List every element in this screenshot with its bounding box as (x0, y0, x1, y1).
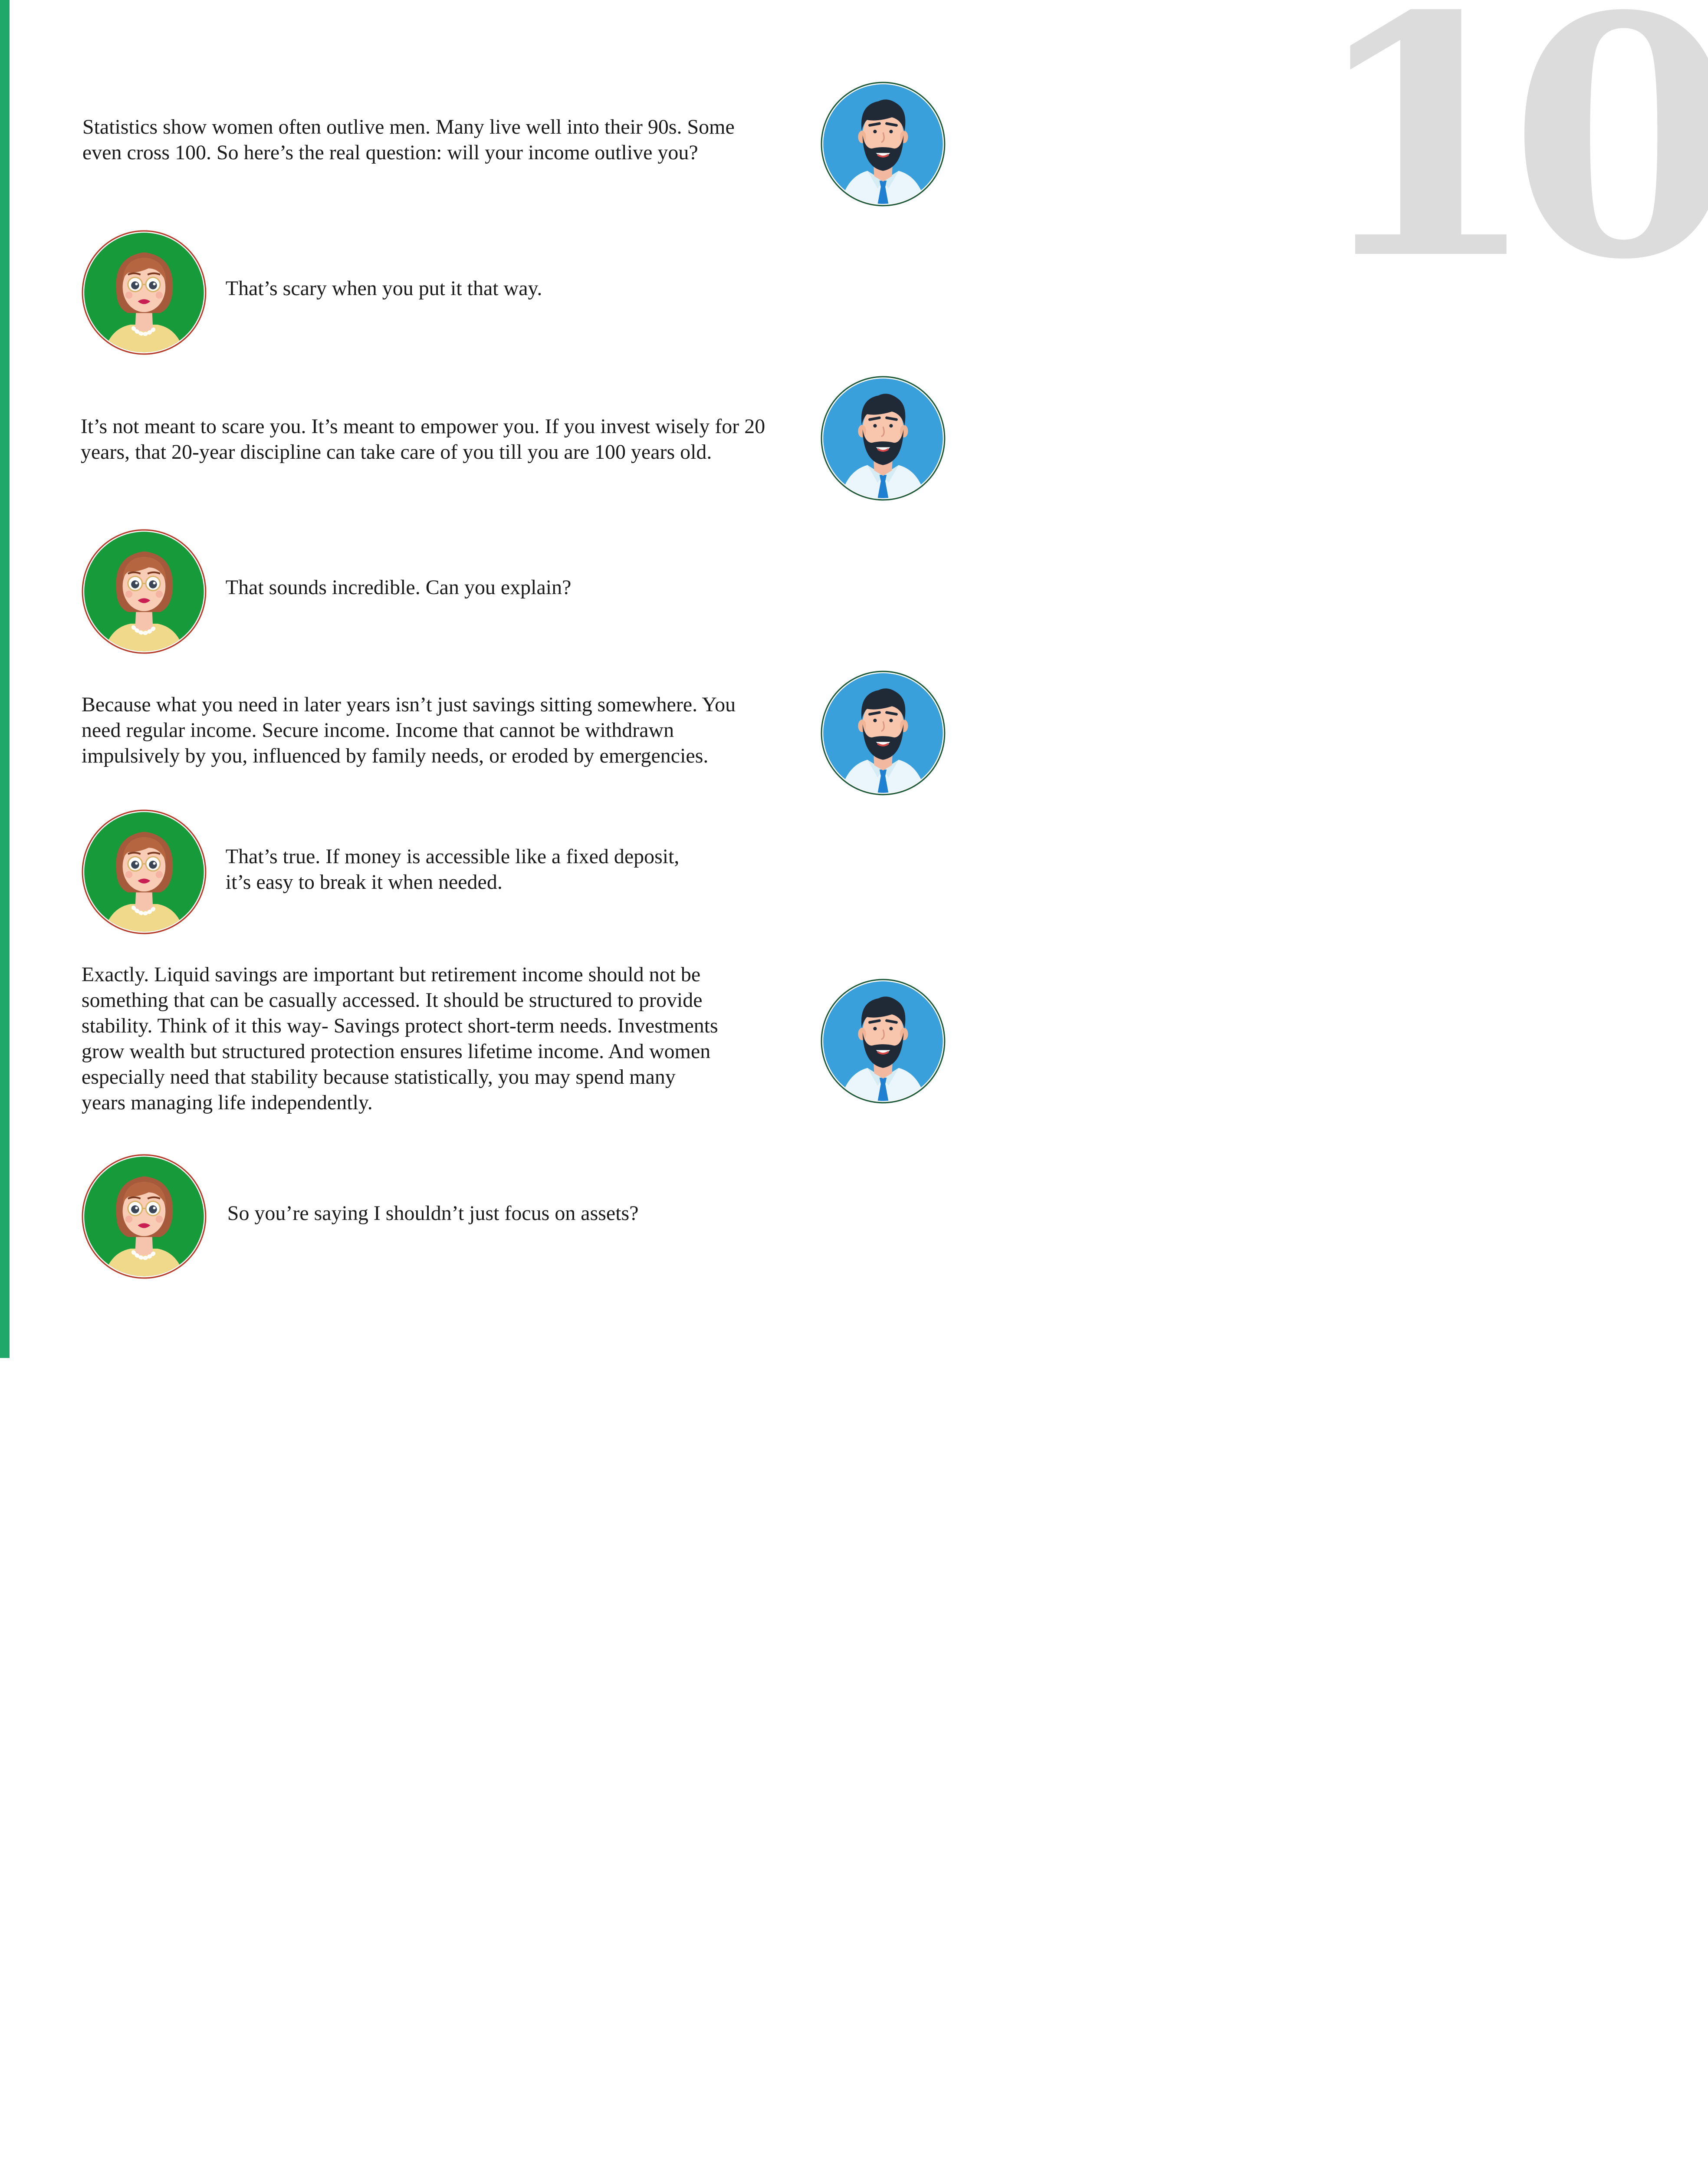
man-advisor-avatar-icon (821, 82, 946, 207)
advisor-message: Because what you need in later years isn’t just savings sitting somewhere. You need regular income. Secure income. Income that cannot be withdrawn impulsively by you, influenced by family needs, or eroded by emergencies. (81, 693, 736, 768)
man-advisor-avatar-icon (821, 979, 946, 1104)
advisor-message: Statistics show women often outlive men. Many live well into their 90s. Some even cross 100. So here’s the real question: will your income outlive you? (82, 115, 735, 164)
client-message: That’s scary when you put it that way. (225, 276, 542, 300)
client-message: So you’re saying I shouldn’t just focus on assets? (227, 1201, 639, 1225)
left-accent-bar (0, 0, 10, 1358)
client-message: That sounds incredible. Can you explain? (225, 576, 572, 599)
advisor-message: It’s not meant to scare you. It’s meant to empower you. If you invest wisely for 20 years, that 20-year discipline can take care of you till you are 100 years old. (80, 414, 765, 464)
woman-client-avatar-icon (82, 809, 207, 934)
advisor-message: Exactly. Liquid savings are important but retirement income should not be something that can be casually accessed. It should be structured to provide stability. Think of it this way- Savings protect short-term needs. Investments grow wealth but structured protection ensures lifetime income. And women especially need that stability because statistically, you may spend many years managing life independently. (81, 963, 718, 1114)
page-number: 10 (1310, 0, 1708, 332)
man-advisor-avatar-icon (821, 376, 946, 501)
client-message: That’s true. If money is accessible like a fixed deposit, it’s easy to break it when needed. (225, 845, 680, 894)
woman-client-avatar-icon (82, 1154, 207, 1279)
man-advisor-avatar-icon (821, 671, 946, 796)
woman-client-avatar-icon (82, 529, 207, 654)
woman-client-avatar-icon (82, 230, 207, 355)
